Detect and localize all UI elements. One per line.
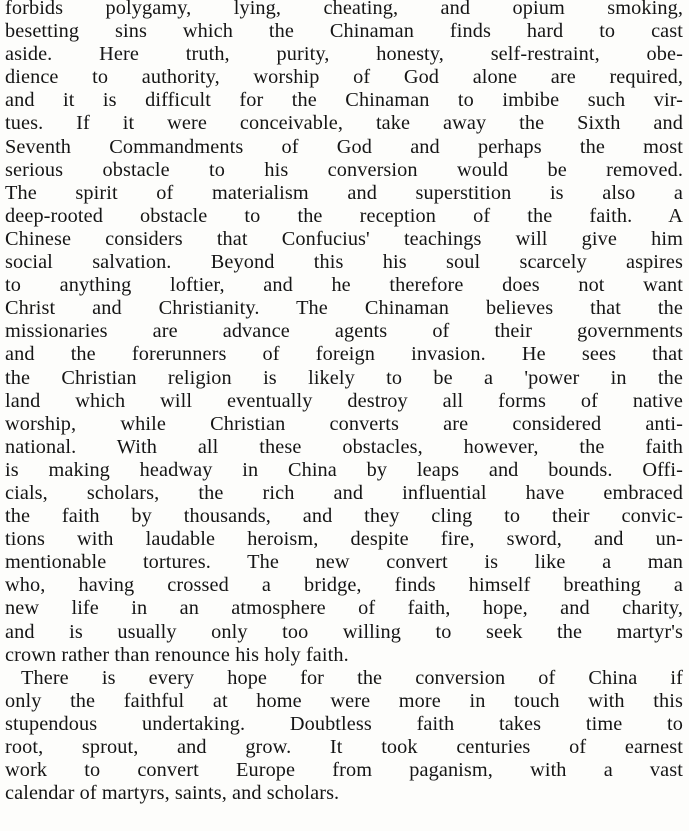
text-line: worship, while Christian converts are considered anti- [5, 412, 683, 435]
text-line: Seventh Commandments of God and perhaps the most [5, 135, 683, 158]
text-line: national. With all these obstacles, however, the faith [5, 435, 683, 458]
text-line: missionaries are advance agents of their governments [5, 320, 683, 343]
text-line: is making headway in China by leaps and bounds. Offi- [5, 458, 683, 481]
text-line: Chinese considers that Confucius' teachings will give him [5, 227, 683, 250]
paragraph-1 [5, 0, 683, 667]
text-line: calendar of martyrs, saints, and scholars. [5, 782, 340, 805]
text-line: stupendous undertaking. Doubtless faith takes time to [5, 712, 683, 735]
text-line: tues. If it were conceivable, take away the Sixth and [5, 112, 683, 135]
text-line: The spirit of materialism and superstition is also a [5, 181, 683, 204]
text-line: crown rather than renounce his holy faith. [5, 643, 349, 666]
text-line: besetting sins which the Chinaman finds hard to cast [5, 20, 683, 43]
text-line: aside. Here truth, purity, honesty, self-restraint, obe- [5, 43, 683, 66]
text-line: social salvation. Beyond this his soul scarcely aspires [5, 251, 683, 274]
text-line: the Christian religion is likely to be a 'power in the [5, 366, 683, 389]
text-line: and is usually only too willing to seek the martyr's [5, 620, 683, 643]
text-line: serious obstacle to his conversion would be removed. [5, 158, 683, 181]
article-column [5, 0, 683, 805]
text-line: cials, scholars, the rich and influential have embraced [5, 481, 683, 504]
text-line: work to convert Europe from paganism, with a vast [5, 759, 683, 782]
text-line: only the faithful at home were more in touch with this [5, 689, 683, 712]
text-line: forbids polygamy, lying, cheating, and opium smoking, [5, 0, 683, 19]
text-line: and the forerunners of foreign invasion. He sees that [5, 343, 683, 366]
text-line: to anything loftier, and he therefore does not want [5, 274, 683, 297]
text-line: dience to authority, worship of God alone are required, [5, 66, 683, 89]
text-line: There is every hope for the conversion of China if [21, 666, 683, 689]
text-line: new life in an atmosphere of faith, hope, and charity, [5, 597, 683, 620]
text-line: tions with laudable heroism, despite fire, sword, and un- [5, 528, 683, 551]
text-line: mentionable tortures. The new convert is like a man [5, 551, 683, 574]
text-line: and it is difficult for the Chinaman to imbibe such vir- [5, 89, 683, 112]
text-line: who, having crossed a bridge, finds himself breathing a [5, 574, 683, 597]
text-line: deep-rooted obstacle to the reception of the faith. A [5, 204, 683, 227]
text-line: root, sprout, and grow. It took centuries of earnest [5, 736, 683, 758]
paragraph-2 [5, 667, 683, 806]
text-line: Christ and Christianity. The Chinaman believes that the [5, 297, 683, 320]
text-line: the faith by thousands, and they cling to their convic- [5, 505, 683, 528]
text-line: land which will eventually destroy all forms of native [5, 389, 683, 412]
